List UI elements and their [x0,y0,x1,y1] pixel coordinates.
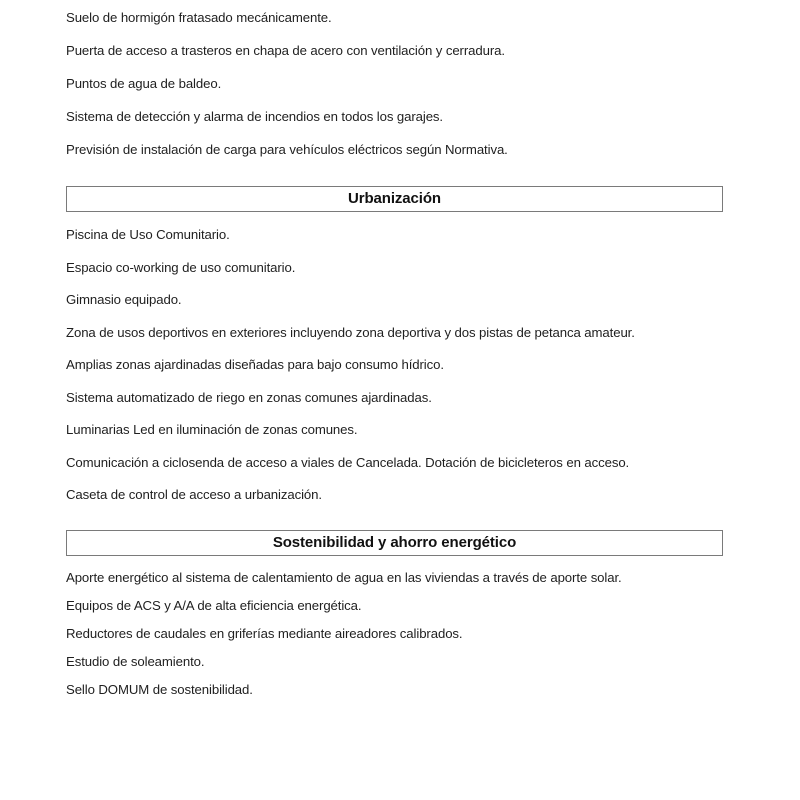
spec-item: Puerta de acceso a trasteros en chapa de acero con ventilación y cerradura. [66,43,505,58]
spec-item: Previsión de instalación de carga para vehículos eléctricos según Normativa. [66,142,508,157]
spec-item: Gimnasio equipado. [66,292,182,307]
spec-item: Piscina de Uso Comunitario. [66,227,230,242]
section-title: Sostenibilidad y ahorro energético [272,533,517,551]
section-title: Urbanización [348,190,441,207]
spec-item: Zona de usos deportivos en exteriores incluyendo zona deportiva y dos pistas de petanca amateur. [66,324,635,340]
spec-item: Sistema de detección y alarma de incendios en todos los garajes. [66,109,443,124]
spec-item: Puntos de agua de baldeo. [66,76,222,91]
spec-item: Espacio co-working de uso comunitario. [66,259,296,275]
section-header-sostenibilidad [66,530,723,556]
spec-item: Caseta de control de acceso a urbanización. [66,487,322,502]
spec-item: Suelo de hormigón fratasado mecánicamente. [66,10,332,25]
section-header-urbanizacion [66,186,723,212]
spec-item: Aporte energético al sistema de calentamiento de agua en las viviendas a través de aporte solar. [66,569,622,585]
spec-item: Amplias zonas ajardinadas diseñadas para bajo consumo hídrico. [66,357,444,372]
spec-item: Sello DOMUM de sostenibilidad. [66,681,253,697]
spec-item: Luminarias Led en iluminación de zonas comunes. [66,422,358,437]
spec-item: Equipos de ACS y A/A de alta eficiencia energética. [66,597,362,613]
intro-spec-list [66,10,723,175]
spec-item: Estudio de soleamiento. [66,653,205,669]
urbanizacion-spec-list [66,227,723,520]
spec-item: Comunicación a ciclosenda de acceso a viales de Cancelada. Dotación de bicicleteros en acceso. [66,454,630,470]
spec-item: Sistema automatizado de riego en zonas comunes ajardinadas. [66,389,432,405]
spec-item: Reductores de caudales en griferías mediante aireadores calibrados. [66,625,463,641]
sostenibilidad-spec-list [66,570,723,710]
